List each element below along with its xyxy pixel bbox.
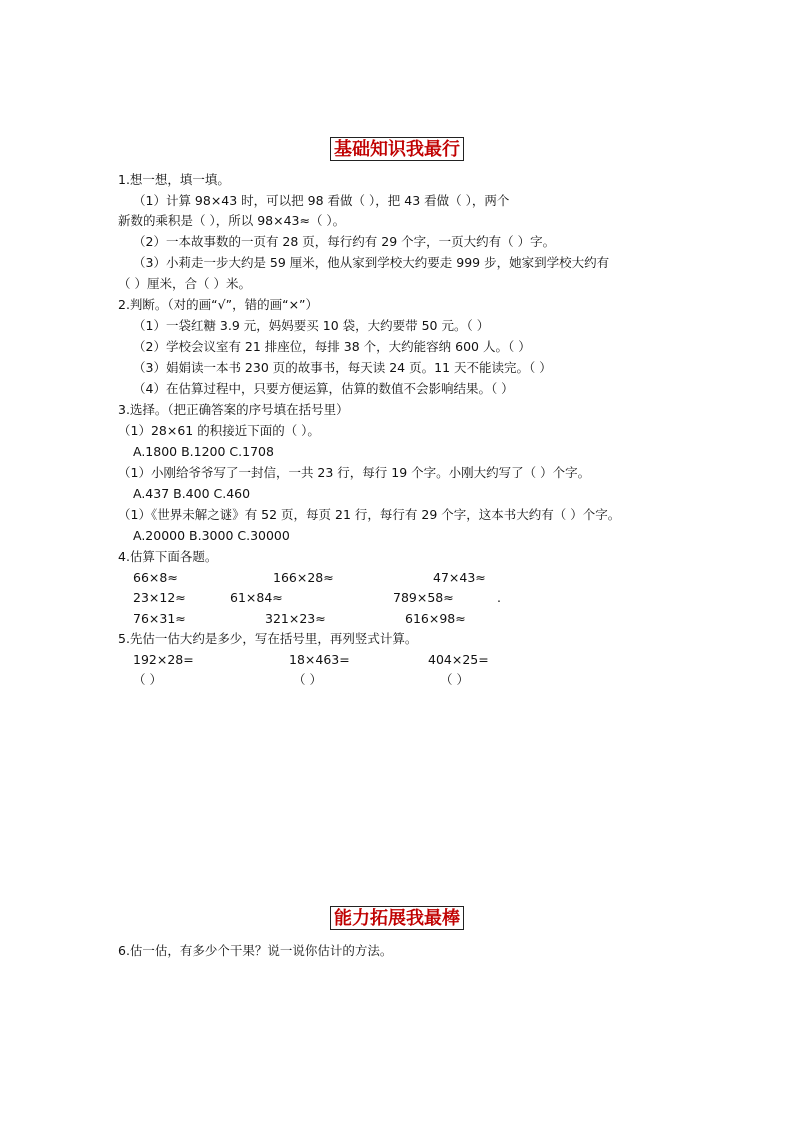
- q5-answer-blank[interactable]: （ ）: [440, 672, 469, 687]
- q4-expr: 166×28≈: [273, 570, 334, 585]
- section-title-basic: 基础知识我最行: [330, 137, 464, 161]
- q5-expr: 404×25=: [428, 652, 489, 667]
- q5-expr: 192×28=: [133, 652, 194, 667]
- q4-expr: 47×43≈: [433, 570, 486, 585]
- q3-options-3: A.20000 B.3000 C.30000: [133, 528, 290, 543]
- section-title-extension: 能力拓展我最棒: [330, 906, 464, 930]
- q3-options-1: A.1800 B.1200 C.1708: [133, 444, 274, 459]
- q2-line-4: （4）在估算过程中，只要方便运算，估算的数值不会影响结果。（ ）: [133, 381, 514, 396]
- q3-line-1: （1）28×61 的积接近下面的（ ）。: [118, 423, 320, 438]
- q4-expr: 61×84≈: [230, 590, 283, 605]
- q5-answer-blank[interactable]: （ ）: [293, 672, 322, 687]
- q4-expr: 321×23≈: [265, 611, 326, 626]
- q1-line-2: 新数的乘积是（ ），所以 98×43≈（ ）。: [118, 213, 346, 228]
- q6-heading: 6.估一估，有多少个干果？说一说你估计的方法。: [118, 943, 393, 958]
- q1-line-3: （2）一本故事数的一页有 28 页，每行约有 29 个字，一页大约有（ ）字。: [133, 234, 556, 249]
- q3-heading: 3.选择。（把正确答案的序号填在括号里）: [118, 402, 349, 417]
- q5-heading: 5.先估一估大约是多少，写在括号里，再列竖式计算。: [118, 631, 418, 646]
- q1-heading: 1.想一想，填一填。: [118, 172, 230, 187]
- q4-expr: 66×8≈: [133, 570, 178, 585]
- q5-answer-blank[interactable]: （ ）: [133, 672, 162, 687]
- q4-expr: 789×58≈: [393, 590, 454, 605]
- q2-line-1: （1）一袋红糖 3.9 元，妈妈要买 10 袋，大约要带 50 元。（ ）: [133, 318, 490, 333]
- q2-heading: 2.判断。（对的画“√”，错的画“×”）: [118, 297, 319, 312]
- q5-expr: 18×463=: [289, 652, 350, 667]
- q4-heading: 4.估算下面各题。: [118, 549, 218, 564]
- q2-line-3: （3）娟娟读一本书 230 页的故事书，每天读 24 页。11 天不能读完。（ ）: [133, 360, 552, 375]
- q3-line-3: （1）《世界未解之谜》有 52 页，每页 21 行，每行有 29 个字，这本书大约有（ ）个字。: [118, 507, 621, 522]
- q1-line-1: （1）计算 98×43 时，可以把 98 看做（ ），把 43 看做（ ），两个: [133, 193, 510, 208]
- q1-line-4: （3）小莉走一步大约是 59 厘米，他从家到学校大约要走 999 步，她家到学校大约有: [133, 255, 610, 270]
- q2-line-2: （2）学校会议室有 21 排座位，每排 38 个，大约能容纳 600 人。（ ）: [133, 339, 531, 354]
- q4-expr: 23×12≈: [133, 590, 186, 605]
- q4-expr: 616×98≈: [405, 611, 466, 626]
- q3-options-2: A.437 B.400 C.460: [133, 486, 251, 501]
- q1-line-5: （ ）厘米，合（ ）米。: [118, 276, 251, 291]
- q4-dot: .: [497, 590, 501, 605]
- q4-expr: 76×31≈: [133, 611, 186, 626]
- q3-line-2: （1）小刚给爷爷写了一封信，一共 23 行，每行 19 个字。小刚大约写了（ ）个字。: [118, 465, 591, 480]
